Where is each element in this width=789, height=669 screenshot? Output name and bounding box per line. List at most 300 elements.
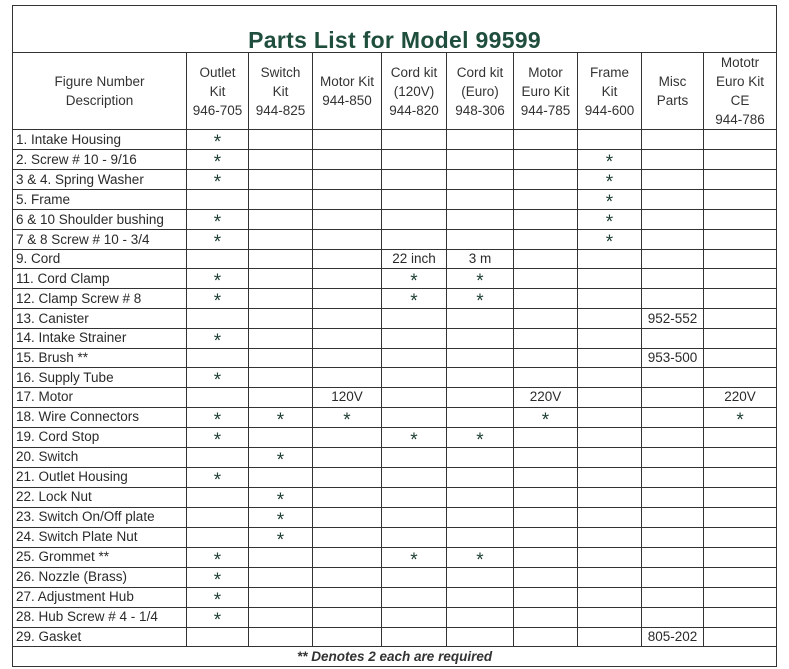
- cell-motor-euro-kit: [514, 467, 578, 487]
- cell-cord-kit-120v: [382, 348, 447, 367]
- part-description: 28. Hub Screw # 4 - 1/4: [13, 607, 187, 627]
- included-mark-icon: *: [213, 132, 222, 153]
- cell-cord-kit-120v: [382, 190, 447, 210]
- cell-motor-kit: [313, 527, 382, 547]
- table-row: [13, 210, 777, 230]
- part-description: 5. Frame: [13, 190, 187, 210]
- cell-misc-parts: [642, 328, 704, 348]
- cell-switch-kit: [249, 567, 313, 587]
- table-row: [13, 447, 777, 467]
- cell-value: 3 m: [468, 251, 492, 267]
- cell-cord-kit-120v: [382, 507, 447, 527]
- cell-mototr-euro-kit-ce: [704, 368, 777, 388]
- cell-cord-kit-euro: [447, 407, 514, 427]
- cell-cord-kit-euro: [447, 467, 514, 487]
- cell-motor-euro-kit: [514, 567, 578, 587]
- parts-table: [12, 5, 777, 667]
- column-header-line: Euro Kit: [521, 83, 570, 99]
- cell-motor-euro-kit: [514, 627, 578, 646]
- cell-motor-kit: [313, 627, 382, 646]
- cell-mototr-euro-kit-ce: [704, 269, 777, 289]
- cell-outlet-kit: [187, 407, 249, 431]
- cell-outlet-kit: [187, 230, 249, 253]
- cell-cord-kit-euro: [447, 130, 514, 150]
- cell-motor-euro-kit: [514, 388, 578, 407]
- part-description: 14. Intake Strainer: [13, 328, 187, 348]
- cell-misc-parts: [642, 447, 704, 467]
- table-row: [13, 388, 777, 407]
- table-row: [13, 627, 777, 646]
- cell-mototr-euro-kit-ce: [704, 289, 777, 309]
- included-mark-icon: *: [213, 469, 222, 491]
- cell-cord-kit-euro: [447, 170, 514, 190]
- included-mark-icon: *: [213, 549, 222, 571]
- cell-switch-kit: [249, 368, 313, 388]
- cell-motor-euro-kit: [514, 309, 578, 328]
- cell-cord-kit-120v: [382, 527, 447, 547]
- cell-motor-euro-kit: [514, 607, 578, 627]
- cell-misc-parts: [642, 527, 704, 547]
- cell-switch-kit: [249, 289, 313, 309]
- column-header-motor-kit: [313, 53, 382, 130]
- included-mark-icon: *: [605, 212, 614, 233]
- cell-misc-parts: [642, 587, 704, 607]
- column-header-misc-parts: [642, 53, 704, 130]
- cell-motor-kit: [313, 607, 382, 627]
- table-row: [13, 427, 777, 447]
- included-mark-icon: *: [213, 429, 222, 451]
- column-header-line: Motor Kit: [319, 74, 374, 89]
- cell-frame-kit: [578, 328, 642, 348]
- cell-motor-euro-kit: [514, 150, 578, 170]
- cell-motor-euro-kit: [514, 447, 578, 467]
- column-header-row: [13, 53, 777, 130]
- cell-misc-parts: [642, 368, 704, 388]
- cell-misc-parts: [642, 250, 704, 269]
- cell-motor-euro-kit: [514, 328, 578, 348]
- cell-cord-kit-euro: [447, 527, 514, 547]
- cell-switch-kit: [249, 388, 313, 407]
- cell-cord-kit-120v: [382, 427, 447, 451]
- cell-motor-kit: [313, 309, 382, 328]
- cell-frame-kit: [578, 348, 642, 367]
- cell-outlet-kit: [187, 328, 249, 352]
- cell-motor-kit: [313, 210, 382, 230]
- included-mark-icon: *: [213, 370, 222, 392]
- cell-outlet-kit: [187, 130, 249, 153]
- cell-motor-euro-kit: [514, 547, 578, 567]
- column-header-line: Frame: [589, 64, 629, 80]
- cell-switch-kit: [249, 447, 313, 471]
- cell-frame-kit: [578, 407, 642, 427]
- cell-cord-kit-euro: [447, 190, 514, 210]
- table-row: [13, 507, 777, 527]
- included-mark-icon: *: [276, 509, 285, 531]
- table-row: [13, 130, 777, 150]
- cell-misc-parts: [642, 309, 704, 328]
- cell-motor-kit: [313, 230, 382, 250]
- included-mark-icon: *: [476, 549, 484, 571]
- cell-switch-kit: [249, 269, 313, 289]
- cell-cord-kit-120v: [382, 587, 447, 607]
- cell-motor-euro-kit: [514, 368, 578, 388]
- table-row: [13, 587, 777, 607]
- cell-misc-parts: [642, 190, 704, 210]
- cell-outlet-kit: [187, 527, 249, 547]
- cell-cord-kit-euro: [447, 348, 514, 367]
- parts-list-sheet: [12, 5, 776, 667]
- cell-motor-euro-kit: [514, 587, 578, 607]
- cell-switch-kit: [249, 210, 313, 230]
- included-mark-icon: *: [410, 291, 418, 313]
- column-header-line: CE: [730, 93, 750, 108]
- cell-outlet-kit: [187, 368, 249, 392]
- cell-frame-kit: [578, 527, 642, 547]
- cell-frame-kit: [578, 627, 642, 646]
- cell-switch-kit: [249, 627, 313, 646]
- cell-misc-parts: [642, 627, 704, 646]
- cell-frame-kit: [578, 487, 642, 507]
- table-row: [13, 487, 777, 507]
- part-description: 22. Lock Nut: [13, 487, 187, 507]
- cell-misc-parts: [642, 507, 704, 527]
- cell-cord-kit-euro: [447, 487, 514, 507]
- cell-frame-kit: [578, 447, 642, 467]
- cell-misc-parts: [642, 547, 704, 567]
- column-header-switch-kit: [249, 53, 313, 130]
- cell-frame-kit: [578, 309, 642, 328]
- cell-outlet-kit: [187, 170, 249, 193]
- included-mark-icon: *: [213, 212, 222, 233]
- cell-misc-parts: [642, 388, 704, 407]
- part-description: 17. Motor: [13, 388, 187, 407]
- cell-frame-kit: [578, 507, 642, 527]
- cell-value: 805-202: [647, 628, 698, 644]
- cell-frame-kit: [578, 607, 642, 627]
- cell-motor-kit: [313, 289, 382, 309]
- included-mark-icon: *: [410, 271, 418, 293]
- cell-frame-kit: [578, 210, 642, 233]
- cell-mototr-euro-kit-ce: [704, 567, 777, 587]
- part-description: 23. Switch On/Off plate: [13, 507, 187, 527]
- included-mark-icon: *: [276, 409, 285, 431]
- cell-misc-parts: [642, 150, 704, 170]
- included-mark-icon: *: [213, 232, 222, 253]
- part-description: 29. Gasket: [13, 627, 187, 646]
- table-row: [13, 328, 777, 348]
- column-header-line: Description: [65, 93, 134, 108]
- table-row: [13, 309, 777, 328]
- cell-motor-euro-kit: [514, 210, 578, 230]
- cell-mototr-euro-kit-ce: [704, 130, 777, 150]
- cell-switch-kit: [249, 328, 313, 348]
- cell-switch-kit: [249, 507, 313, 531]
- table-row: [13, 547, 777, 567]
- cell-cord-kit-120v: [382, 368, 447, 388]
- cell-motor-kit: [313, 150, 382, 170]
- cell-frame-kit: [578, 388, 642, 407]
- cell-mototr-euro-kit-ce: [704, 190, 777, 210]
- cell-frame-kit: [578, 130, 642, 150]
- part-description: 9. Cord: [13, 250, 187, 269]
- column-header-line: Mototr: [720, 55, 760, 70]
- title-row: [13, 6, 777, 53]
- column-header-line: Outlet: [199, 64, 236, 80]
- table-row: [13, 190, 777, 210]
- cell-mototr-euro-kit-ce: [704, 170, 777, 190]
- column-header-line: 944-850: [322, 93, 372, 108]
- cell-misc-parts: [642, 607, 704, 627]
- cell-frame-kit: [578, 269, 642, 289]
- cell-misc-parts: [642, 210, 704, 230]
- part-description: 11. Cord Clamp: [13, 269, 187, 289]
- column-header-line: 944-786: [715, 112, 765, 127]
- included-mark-icon: *: [213, 271, 222, 293]
- cell-motor-kit: [313, 567, 382, 587]
- cell-mototr-euro-kit-ce: [704, 467, 777, 487]
- parts-table-body: [13, 130, 777, 647]
- cell-mototr-euro-kit-ce: [704, 250, 777, 269]
- table-row: [13, 230, 777, 250]
- cell-outlet-kit: [187, 507, 249, 527]
- cell-cord-kit-120v: [382, 607, 447, 627]
- column-header-line: (120V): [393, 83, 435, 99]
- included-mark-icon: *: [213, 330, 222, 352]
- part-description: 24. Switch Plate Nut: [13, 527, 187, 547]
- cell-cord-kit-120v: [382, 250, 447, 269]
- cell-cord-kit-120v: [382, 388, 447, 407]
- cell-mototr-euro-kit-ce: [704, 309, 777, 328]
- cell-value: 953-500: [647, 349, 698, 365]
- cell-mototr-euro-kit-ce: [704, 487, 777, 507]
- part-description: 26. Nozzle (Brass): [13, 567, 187, 587]
- included-mark-icon: *: [213, 589, 222, 611]
- cell-frame-kit: [578, 150, 642, 173]
- included-mark-icon: *: [213, 152, 222, 173]
- included-mark-icon: *: [213, 172, 222, 193]
- cell-frame-kit: [578, 190, 642, 213]
- cell-misc-parts: [642, 289, 704, 309]
- cell-motor-kit: [313, 407, 382, 431]
- part-description: 21. Outlet Housing: [13, 467, 187, 487]
- cell-switch-kit: [249, 170, 313, 190]
- included-mark-icon: *: [476, 429, 484, 451]
- included-mark-icon: *: [213, 569, 222, 591]
- cell-outlet-kit: [187, 289, 249, 313]
- cell-cord-kit-euro: [447, 230, 514, 250]
- part-description: 16. Supply Tube: [13, 368, 187, 388]
- cell-cord-kit-120v: [382, 289, 447, 313]
- cell-value: 22 inch: [392, 251, 436, 267]
- cell-switch-kit: [249, 150, 313, 170]
- cell-misc-parts: [642, 230, 704, 250]
- included-mark-icon: *: [605, 192, 614, 213]
- cell-misc-parts: [642, 170, 704, 190]
- cell-motor-euro-kit: [514, 527, 578, 547]
- footer-note: ** Denotes 2 each are required: [13, 646, 777, 666]
- cell-motor-kit: [313, 467, 382, 487]
- included-mark-icon: *: [605, 152, 614, 173]
- table-row: [13, 368, 777, 388]
- cell-motor-kit: [313, 328, 382, 348]
- cell-motor-euro-kit: [514, 507, 578, 527]
- cell-frame-kit: [578, 547, 642, 567]
- cell-misc-parts: [642, 427, 704, 447]
- cell-motor-euro-kit: [514, 289, 578, 309]
- included-mark-icon: *: [476, 291, 484, 313]
- cell-outlet-kit: [187, 427, 249, 451]
- included-mark-icon: *: [213, 291, 222, 313]
- table-row: [13, 407, 777, 427]
- included-mark-icon: *: [410, 549, 418, 571]
- cell-cord-kit-euro: [447, 250, 514, 269]
- cell-cord-kit-120v: [382, 210, 447, 230]
- cell-cord-kit-120v: [382, 230, 447, 250]
- column-header-frame-kit: [578, 53, 642, 130]
- column-header-line: 948-306: [455, 102, 505, 118]
- cell-mototr-euro-kit-ce: [704, 388, 777, 407]
- cell-value: 220V: [529, 389, 562, 405]
- cell-mototr-euro-kit-ce: [704, 348, 777, 367]
- cell-outlet-kit: [187, 567, 249, 591]
- part-description: 25. Grommet **: [13, 547, 187, 567]
- part-description: 18. Wire Connectors: [13, 407, 187, 427]
- column-header-mototr-euro-kit-ce: [704, 53, 777, 130]
- cell-switch-kit: [249, 230, 313, 250]
- cell-cord-kit-120v: [382, 547, 447, 571]
- cell-motor-euro-kit: [514, 190, 578, 210]
- cell-mototr-euro-kit-ce: [704, 547, 777, 567]
- cell-switch-kit: [249, 348, 313, 367]
- column-header-line: Misc: [658, 74, 687, 89]
- included-mark-icon: *: [276, 449, 285, 471]
- cell-motor-kit: [313, 269, 382, 289]
- part-description: 1. Intake Housing: [13, 130, 187, 150]
- cell-switch-kit: [249, 407, 313, 431]
- cell-motor-kit: [313, 368, 382, 388]
- included-mark-icon: *: [213, 409, 222, 431]
- cell-motor-euro-kit: [514, 250, 578, 269]
- cell-outlet-kit: [187, 269, 249, 293]
- part-description: 20. Switch: [13, 447, 187, 467]
- cell-motor-kit: [313, 388, 382, 407]
- cell-frame-kit: [578, 289, 642, 309]
- cell-frame-kit: [578, 567, 642, 587]
- cell-switch-kit: [249, 487, 313, 511]
- cell-mototr-euro-kit-ce: [704, 507, 777, 527]
- included-mark-icon: *: [276, 529, 285, 551]
- table-row: [13, 150, 777, 170]
- cell-cord-kit-euro: [447, 427, 514, 451]
- cell-value: 120V: [331, 389, 363, 405]
- column-header-line: Switch: [260, 64, 301, 80]
- table-row: [13, 348, 777, 367]
- cell-motor-euro-kit: [514, 348, 578, 367]
- cell-frame-kit: [578, 587, 642, 607]
- cell-cord-kit-120v: [382, 407, 447, 427]
- included-mark-icon: *: [605, 232, 614, 253]
- cell-misc-parts: [642, 130, 704, 150]
- cell-switch-kit: [249, 309, 313, 328]
- cell-cord-kit-euro: [447, 388, 514, 407]
- part-description: 7 & 8 Screw # 10 - 3/4: [13, 230, 187, 250]
- cell-motor-kit: [313, 170, 382, 190]
- table-row: [13, 467, 777, 487]
- cell-switch-kit: [249, 130, 313, 150]
- column-header-line: 944-785: [520, 102, 571, 118]
- cell-frame-kit: [578, 170, 642, 193]
- column-header-line: Parts: [656, 93, 689, 108]
- part-description: 3 & 4. Spring Washer: [13, 170, 187, 190]
- cell-motor-kit: [313, 587, 382, 607]
- cell-outlet-kit: [187, 467, 249, 491]
- cell-mototr-euro-kit-ce: [704, 527, 777, 547]
- column-header-line: Kit: [209, 83, 226, 99]
- cell-mototr-euro-kit-ce: [704, 210, 777, 230]
- cell-cord-kit-euro: [447, 150, 514, 170]
- cell-motor-kit: [313, 547, 382, 567]
- cell-cord-kit-120v: [382, 467, 447, 487]
- cell-mototr-euro-kit-ce: [704, 447, 777, 467]
- cell-cord-kit-euro: [447, 368, 514, 388]
- cell-motor-kit: [313, 447, 382, 467]
- cell-mototr-euro-kit-ce: [704, 230, 777, 250]
- column-header-line: (Euro): [461, 83, 499, 99]
- column-header-cord-kit-euro: [447, 53, 514, 130]
- cell-switch-kit: [249, 607, 313, 627]
- cell-misc-parts: [642, 467, 704, 487]
- cell-mototr-euro-kit-ce: [704, 607, 777, 627]
- table-row: [13, 250, 777, 269]
- cell-mototr-euro-kit-ce: [704, 627, 777, 646]
- column-header-line: 944-825: [255, 102, 306, 118]
- cell-motor-kit: [313, 190, 382, 210]
- cell-switch-kit: [249, 190, 313, 210]
- column-header-line: 944-820: [389, 102, 439, 118]
- cell-outlet-kit: [187, 607, 249, 631]
- cell-motor-euro-kit: [514, 170, 578, 190]
- included-mark-icon: *: [343, 409, 351, 431]
- part-description: 13. Canister: [13, 309, 187, 328]
- cell-switch-kit: [249, 527, 313, 551]
- column-header-line: Cord kit: [390, 64, 438, 80]
- cell-misc-parts: [642, 487, 704, 507]
- table-row: [13, 567, 777, 587]
- cell-frame-kit: [578, 368, 642, 388]
- cell-motor-kit: [313, 507, 382, 527]
- table-row: [13, 269, 777, 289]
- included-mark-icon: *: [736, 409, 744, 431]
- cell-value: 220V: [724, 389, 756, 405]
- included-mark-icon: *: [541, 409, 550, 431]
- cell-mototr-euro-kit-ce: [704, 150, 777, 170]
- included-mark-icon: *: [213, 609, 222, 631]
- cell-switch-kit: [249, 250, 313, 269]
- part-description: 2. Screw # 10 - 9/16: [13, 150, 187, 170]
- cell-outlet-kit: [187, 587, 249, 611]
- column-header-line: Figure Number: [54, 74, 145, 89]
- column-header-line: Euro Kit: [716, 74, 765, 89]
- cell-misc-parts: [642, 567, 704, 587]
- part-description: 6 & 10 Shoulder bushing: [13, 210, 187, 230]
- cell-cord-kit-120v: [382, 328, 447, 348]
- cell-cord-kit-120v: [382, 487, 447, 507]
- cell-motor-kit: [313, 130, 382, 150]
- cell-misc-parts: [642, 348, 704, 367]
- column-header-desc: [13, 53, 187, 130]
- cell-motor-euro-kit: [514, 230, 578, 250]
- cell-frame-kit: [578, 467, 642, 487]
